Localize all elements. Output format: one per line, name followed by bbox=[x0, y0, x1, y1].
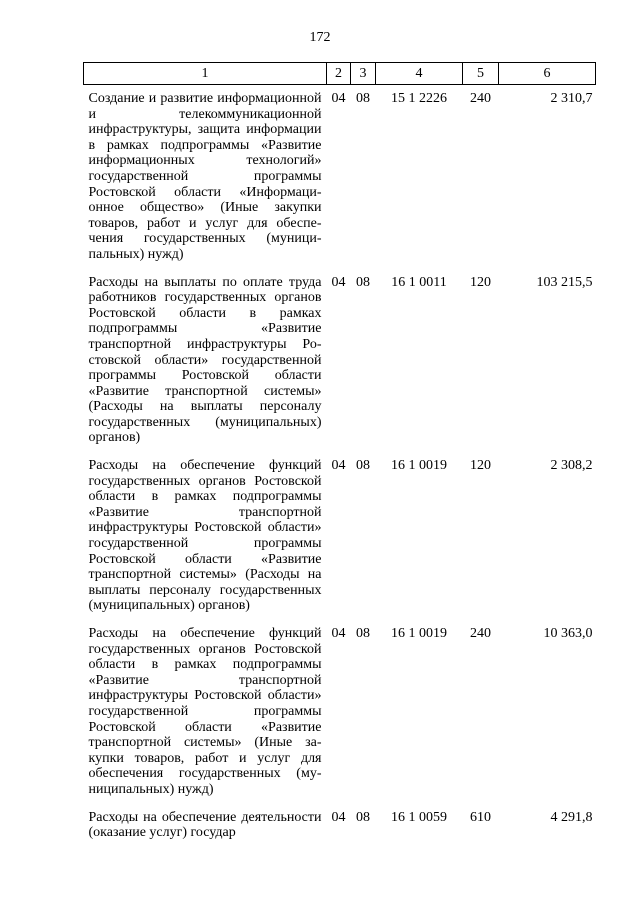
row-description: Расходы на обеспечение функций государственных органов Ростовской области в рамках подпрограммы «Развитие транспортной инфраструктуры Ростовской области» государственной программы Ростовской области «Развитие транспортной системы» (Иные закупки товаров, работ и услуг для обеспечения государственных (муниципальных) нужд) bbox=[88, 626, 322, 797]
row-amount: 2 310,7 bbox=[550, 91, 593, 106]
header-col-5: 5 bbox=[463, 63, 499, 85]
budget-table bbox=[83, 62, 596, 841]
header-col-1: 1 bbox=[84, 63, 327, 85]
row-target-article: 16 1 0019 bbox=[391, 458, 447, 474]
page-number: 172 bbox=[309, 30, 331, 45]
row-section: 04 bbox=[331, 91, 346, 106]
row-expense-type: 240 bbox=[470, 626, 491, 641]
row-amount: 2 308,2 bbox=[550, 458, 593, 474]
row-amount: 4 291,8 bbox=[550, 809, 593, 825]
row-description: Расходы на обеспечение деятельности (оказание услуг) государ bbox=[88, 809, 322, 841]
row-target-article: 15 1 2226 bbox=[391, 91, 447, 106]
header-col-3: 3 bbox=[351, 63, 376, 85]
row-description: Создание и развитие информационной и телекоммуникационной инфраструктуры, защита информации в рамках подпрограммы «Развитие информационных технологий» государственной программы Ростовской области «Информационное общество» (Иные закупки товаров, работ и услуг для обеспечения государственных (муниципальных) нужд) bbox=[88, 91, 322, 262]
row-expense-type: 610 bbox=[470, 809, 491, 825]
header-col-2: 2 bbox=[327, 63, 351, 85]
row-subsection: 08 bbox=[356, 809, 370, 825]
row-amount: 103 215,5 bbox=[536, 274, 593, 290]
header-col-6: 6 bbox=[499, 63, 596, 85]
row-section: 04 bbox=[331, 809, 346, 825]
header-col-4: 4 bbox=[376, 63, 463, 85]
row-expense-type: 240 bbox=[470, 91, 491, 106]
row-target-article: 16 1 0011 bbox=[391, 274, 447, 290]
row-expense-type: 120 bbox=[470, 458, 491, 474]
table-row bbox=[84, 452, 596, 620]
row-subsection: 08 bbox=[356, 458, 370, 474]
row-section: 04 bbox=[331, 626, 346, 641]
row-description: Расходы на выплаты по оплате труда работников государственных органов Ростовской области в рамках подпрограммы «Развитие транспортной инфраструктуры Ростовской области» государственной программы Ростовской области «Развитие транспортной системы» (Расходы на выплаты персоналу государственных (муниципальных) органов) bbox=[88, 274, 322, 446]
table-row bbox=[84, 85, 596, 269]
row-amount: 10 363,0 bbox=[543, 626, 593, 641]
row-target-article: 16 1 0059 bbox=[391, 809, 447, 825]
table-row bbox=[84, 620, 596, 804]
row-section: 04 bbox=[331, 458, 346, 474]
row-expense-type: 120 bbox=[470, 274, 491, 290]
table-row bbox=[84, 269, 596, 453]
table-header-row bbox=[84, 63, 596, 85]
table-row bbox=[84, 804, 596, 841]
row-section: 04 bbox=[331, 274, 346, 290]
row-subsection: 08 bbox=[356, 274, 370, 290]
row-subsection: 08 bbox=[356, 626, 370, 641]
row-description: Расходы на обеспечение функций государственных органов Ростовской области в рамках подпрограммы «Развитие транспортной инфраструктуры Ростовской области» государственной программы Ростовской области «Развитие транспортной системы» (Расходы на выплаты персоналу государственных (муниципальных) органов) bbox=[88, 458, 322, 614]
row-subsection: 08 bbox=[356, 91, 370, 106]
row-target-article: 16 1 0019 bbox=[391, 626, 447, 641]
